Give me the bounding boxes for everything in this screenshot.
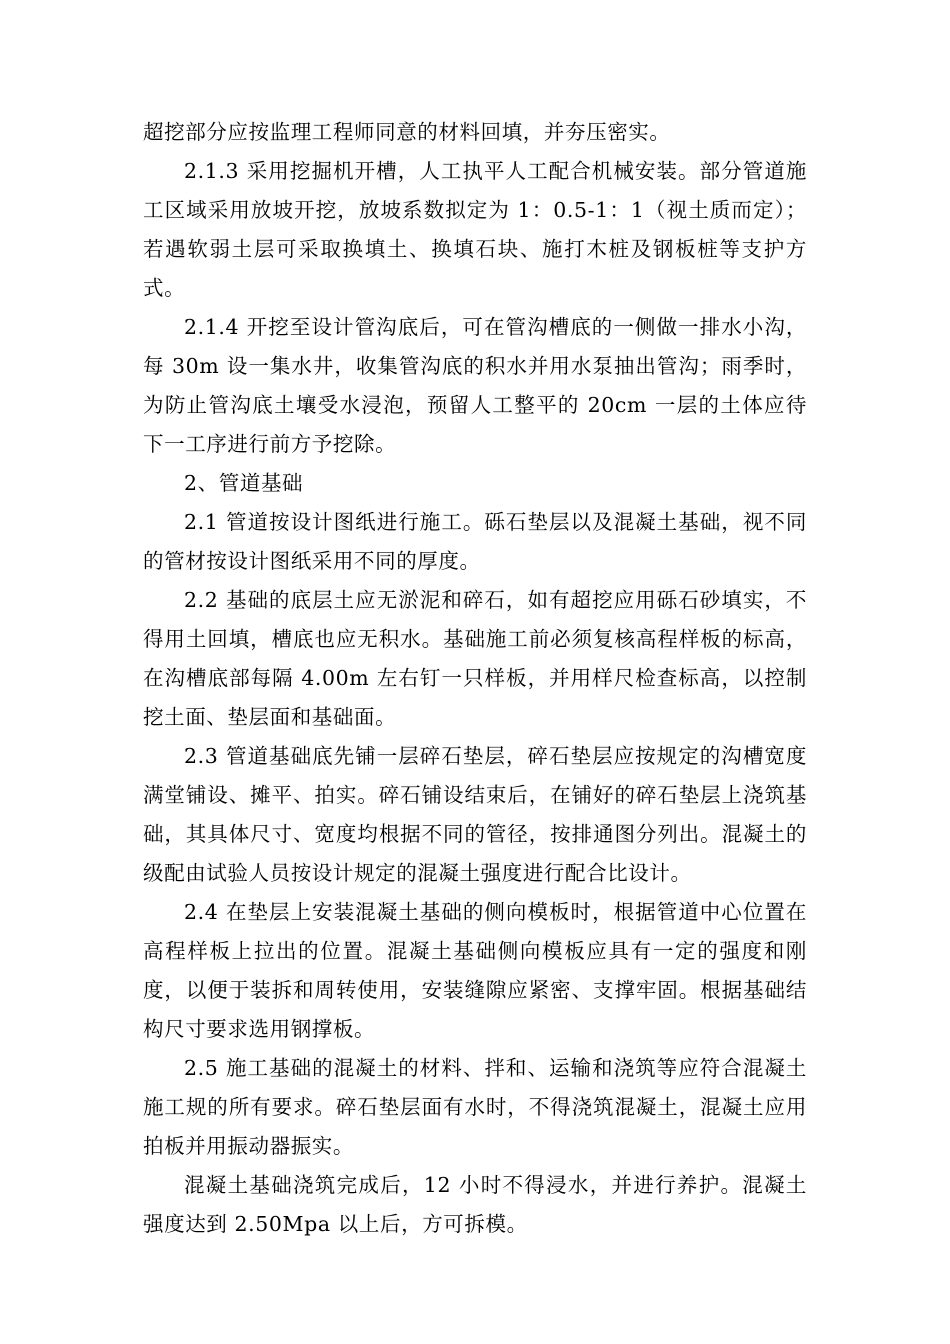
paragraph-2-5: 2.5 施工基础的混凝土的材料、拌和、运输和浇筑等应符合混凝土施工规的所有要求。碎石垫层面有水时，不得浇筑混凝土，混凝土应用拍板并用振动器振实。 (143, 1056, 807, 1158)
paragraph-2-1: 2.1 管道按设计图纸进行施工。砾石垫层以及混凝土基础，视不同的管材按设计图纸采用不同的厚度。 (143, 510, 807, 573)
paragraph-2-4: 2.4 在垫层上安装混凝土基础的侧向模板时，根据管道中心位置在高程样板上拉出的位置。混凝土基础侧向模板应具有一定的强度和刚度，以便于装拆和周转使用，安装缝隙应紧密、支撑牢固。根据基础结构尺寸要求选用钢撑板。 (143, 900, 807, 1041)
section-heading-pipe-foundation: 2、管道基础 (184, 471, 304, 495)
paragraph-continuation: 超挖部分应按监理工程师同意的材料回填，并夯压密实。 (143, 120, 671, 144)
document-body (143, 113, 807, 1244)
paragraph-2-3: 2.3 管道基础底先铺一层碎石垫层，碎石垫层应按规定的沟槽宽度满堂铺设、摊平、拍实。碎石铺设结束后，在铺好的碎石垫层上浇筑基础，其具体尺寸、宽度均根据不同的管径，按排通图分列出。混凝土的级配由试验人员按设计规定的混凝土强度进行配合比设计。 (143, 744, 807, 885)
paragraph-2-1-4: 2.1.4 开挖至设计管沟底后，可在管沟槽底的一侧做一排水小沟，每 30m 设一集水井，收集管沟底的积水并用水泵抽出管沟；雨季时，为防止管沟底土壤受水浸泡，预留人工整平的 20cm 一层的土体应待下一工序进行前方予挖除。 (143, 315, 807, 456)
paragraph-curing: 混凝土基础浇筑完成后，12 小时不得浸水，并进行养护。混凝土强度达到 2.50Mpa 以上后，方可拆模。 (143, 1173, 807, 1236)
paragraph-2-1-3: 2.1.3 采用挖掘机开槽，人工执平人工配合机械安装。部分管道施工区域采用放坡开挖，放坡系数拟定为 1：0.5-1：1（视土质而定）；若遇软弱土层可采取换填土、换填石块、施打木桩及钢板桩等支护方式。 (143, 159, 807, 300)
paragraph-2-2: 2.2 基础的底层土应无淤泥和碎石，如有超挖应用砾石砂填实，不得用土回填，槽底也应无积水。基础施工前必须复核高程样板的标高，在沟槽底部每隔 4.00m 左右钉一只样板，并用样尺检查标高，以控制挖土面、垫层面和基础面。 (143, 588, 807, 729)
